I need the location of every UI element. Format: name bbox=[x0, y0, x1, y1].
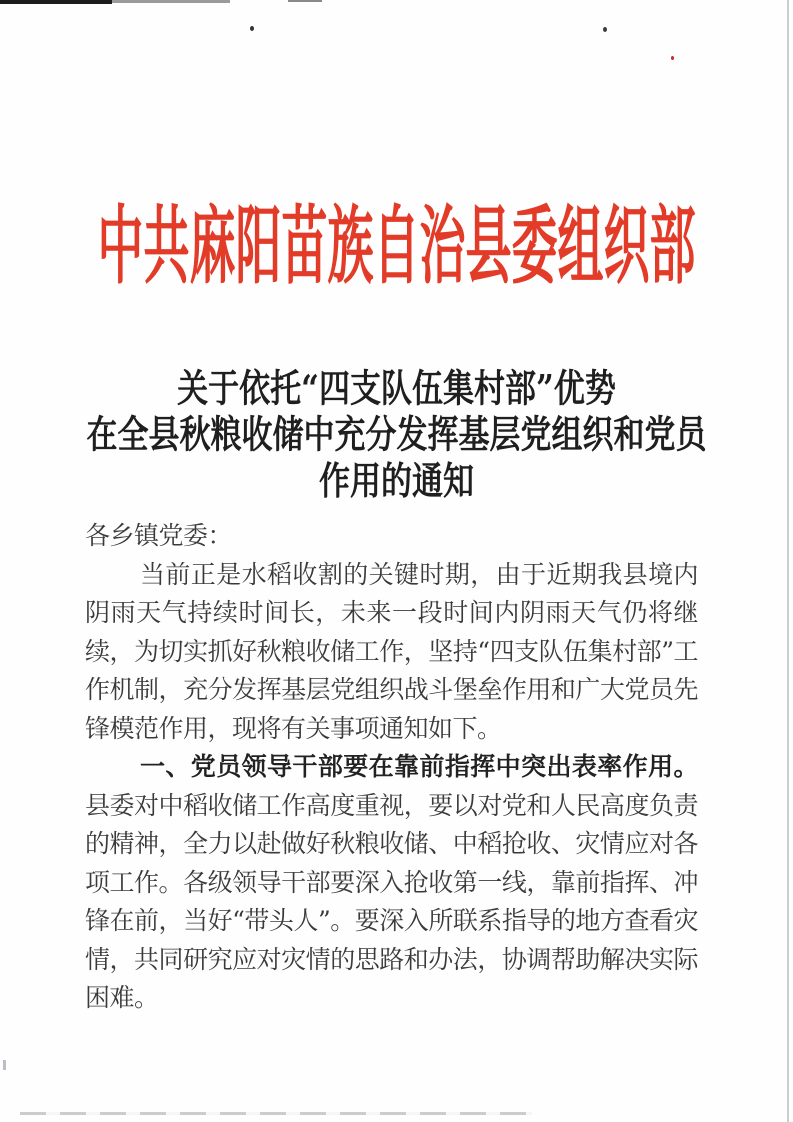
paragraph-intro-text: 当前正是水稻收割的关键时期，由于近期我县境内阴雨天气持续时间长，未来一段时间内阴雨天气仍将继续，为切实抓好秋粮收储工作，坚持“四支队伍集村部”工作机制，充分发挥基层党组织战斗堡垒作用和广大党员先锋模范作用，现将有关事项通知如下。 bbox=[85, 559, 698, 743]
section-1-text: 县委对中稻收储工作高度重视，要以对党和人民高度负责的精神，全力以赴做好秋粮收储、中稻抢收、灾情应对各项工作。各级领导干部要深入抢收第一线，靠前指挥、冲锋在前，当好“带头人”。要深入所联系指导的地方查看灾情，共同研究应对灾情的思路和办法，协调帮助解决实际困难。 bbox=[85, 790, 698, 1012]
salutation: 各乡镇党委： bbox=[85, 521, 233, 550]
letterhead-title: 中共麻阳苗族自治县委组织部 bbox=[97, 196, 696, 297]
paragraph-section-1 bbox=[85, 748, 698, 1018]
document-title-line-3: 作用的通知 bbox=[319, 459, 474, 504]
section-1-heading: 一、党员领导干部要在靠前指挥中突出表率作用。 bbox=[140, 752, 698, 781]
scan-artifact-speck bbox=[250, 26, 254, 31]
document-title-line-1: 关于依托“四支队伍集村部”优势 bbox=[177, 367, 616, 412]
scan-artifact-top-strip-gray2 bbox=[288, 0, 322, 2]
scan-artifact-top-strip-dark bbox=[0, 0, 112, 4]
scan-artifact-red-speck bbox=[671, 56, 674, 60]
scan-artifact-bottom-band bbox=[20, 1112, 532, 1115]
scan-artifact-right-edge-line bbox=[787, 0, 789, 1122]
document-title-line-2: 在全县秋粮收储中充分发挥基层党组织和党员 bbox=[86, 413, 707, 458]
scan-artifact-top-strip-gray bbox=[112, 0, 230, 3]
document-body bbox=[85, 517, 698, 1018]
scan-artifact-speck bbox=[603, 27, 607, 32]
scan-artifact-speck bbox=[3, 1060, 6, 1070]
paragraph-intro bbox=[85, 556, 698, 749]
document-title bbox=[0, 366, 793, 505]
